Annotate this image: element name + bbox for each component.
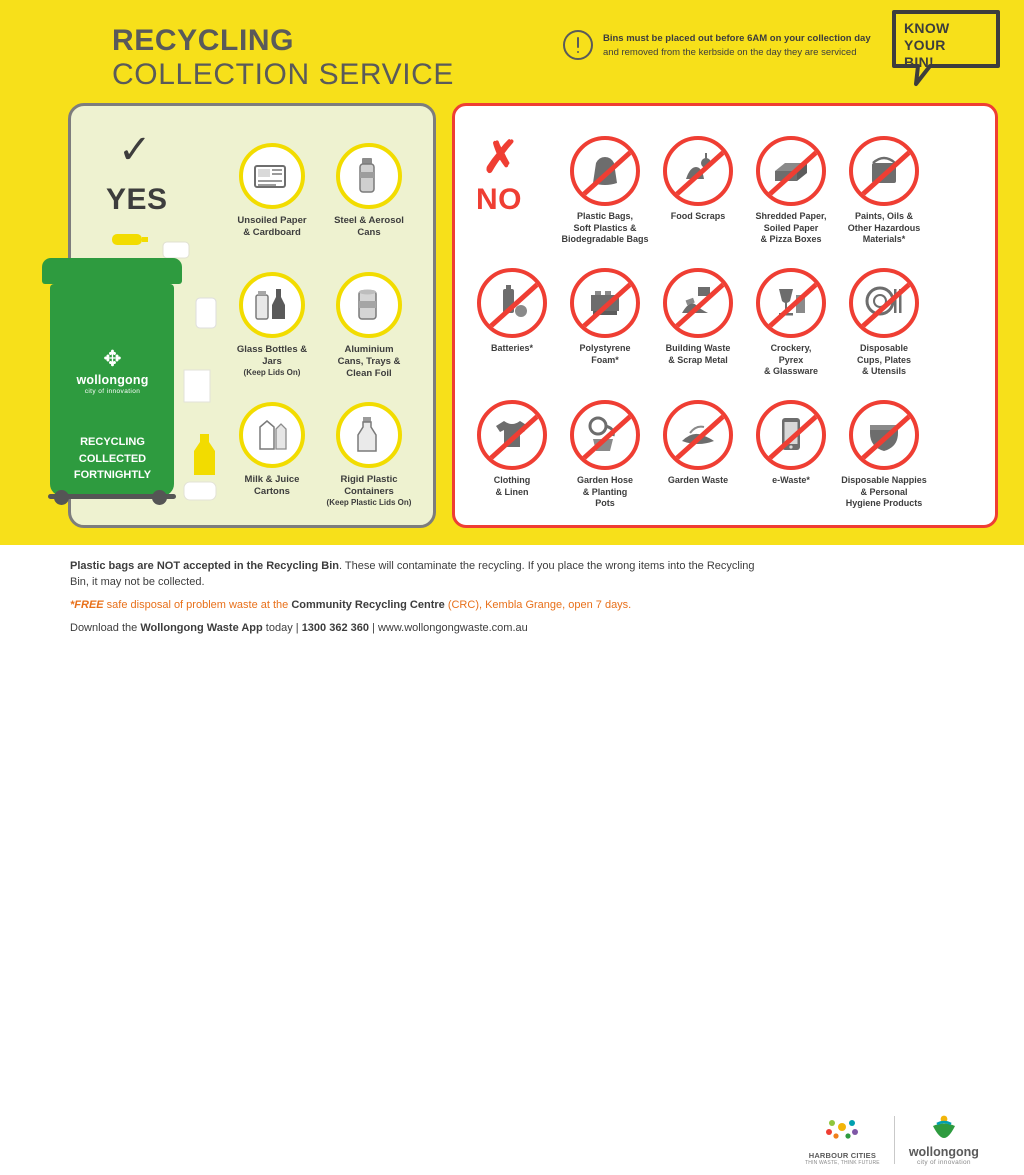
footer-line-3 xyxy=(70,621,770,637)
no-item-10-label: Garden Hose & Planting Pots xyxy=(576,475,634,509)
harbour-cities-tagline: THIN WASTE, THINK FUTURE xyxy=(805,1160,880,1166)
wollongong-mark-icon: ✥ xyxy=(103,346,122,371)
cross-icon: ✗ xyxy=(482,133,519,182)
paint-tin-icon xyxy=(849,136,919,206)
badge-line-3: BIN! xyxy=(904,54,934,70)
footer-line-1-bold: Plastic bags are NOT accepted in the Recycling Bin xyxy=(70,560,339,572)
yes-item-3-label: Aluminium Cans, Trays & Clean Foil xyxy=(337,344,401,379)
footer-line-2 xyxy=(70,598,770,614)
pizza-box-icon xyxy=(756,136,826,206)
know-your-bin-badge xyxy=(890,8,1002,88)
wollongong-logo xyxy=(909,1114,979,1166)
harbour-cities-logo xyxy=(805,1114,880,1166)
wollongong-name: wollongong xyxy=(908,1145,979,1159)
no-item-9 xyxy=(462,400,562,498)
garden-hose-icon xyxy=(570,400,640,470)
wollongong-tagline: city of innovation xyxy=(916,1159,971,1166)
footer-app-name: Wollongong Waste App xyxy=(140,621,263,634)
footer-line-1 xyxy=(70,559,770,591)
footer-website-url[interactable]: | www.wollongongwaste.com.au xyxy=(368,621,528,634)
no-item-8 xyxy=(834,268,934,378)
mobile-phone-icon xyxy=(756,400,826,470)
yes-item-5-sub: (Keep Plastic Lids On) xyxy=(326,497,412,507)
disposable-plate-icon xyxy=(849,268,919,338)
footer-line-3-a: Download the xyxy=(70,621,141,634)
nappy-icon xyxy=(849,400,919,470)
no-item-6-label: Building Waste & Scrap Metal xyxy=(665,343,731,365)
exclamation-icon xyxy=(563,30,593,60)
no-item-5-label: Polystyrene Foam* xyxy=(579,343,631,365)
notice-bold-text: Bins must be placed out before 6AM on your collection day xyxy=(603,33,871,44)
footer-line-1-rest: . These will contaminate the recycling. If you place the wrong items into the Recycling Bin, it may not be collected. xyxy=(70,560,755,588)
no-item-1-label: Food Scraps xyxy=(670,211,726,221)
no-item-4-label: Batteries* xyxy=(490,343,534,353)
footer-crc-label: Community Recycling Centre xyxy=(291,598,445,611)
yes-item-1-label: Steel & Aerosol Cans xyxy=(334,215,404,238)
no-item-7-label: Crockery, Pyrex & Glassware xyxy=(763,343,819,377)
logo-divider xyxy=(894,1116,895,1164)
no-item-11 xyxy=(648,400,748,487)
battery-icon xyxy=(477,268,547,338)
yes-item-0-label: Unsoiled Paper & Cardboard xyxy=(237,215,307,238)
footer-line-2-b: (CRC), Kembla Grange, open 7 days. xyxy=(444,598,632,611)
no-item-3-label: Paints, Oils & Other Hazardous Materials* xyxy=(847,211,921,245)
bin-brand-tagline: city of innovation xyxy=(84,388,141,395)
footer-line-3-b: today | xyxy=(262,621,302,634)
footer-line-2-a: safe disposal of problem waste at the xyxy=(103,598,292,611)
title-line-2: COLLECTION SERVICE xyxy=(112,57,455,91)
no-item-10 xyxy=(555,400,655,510)
bin-brand-name: wollongong xyxy=(76,373,149,387)
harbour-cities-mark-icon xyxy=(820,1114,864,1146)
yes-item-4-label: Milk & Juice Cartons xyxy=(244,474,300,497)
plastic-bag-icon xyxy=(570,136,640,206)
wine-glass-icon xyxy=(756,268,826,338)
footer-free-label: *FREE xyxy=(70,598,104,611)
no-item-13 xyxy=(834,400,934,510)
yes-item-2-sub: (Keep Lids On) xyxy=(243,367,301,377)
no-item-4 xyxy=(462,268,562,355)
no-item-12-label: e-Waste* xyxy=(772,475,810,485)
yes-item-5-label: Rigid Plastic Containers xyxy=(340,474,398,497)
no-heading: NO xyxy=(476,183,522,216)
yes-item-2-label: Glass Bottles & Jars xyxy=(236,344,308,367)
no-item-0 xyxy=(555,136,655,246)
check-icon: ✓ xyxy=(118,128,152,172)
harbour-cities-name: HARBOUR CITIES xyxy=(808,1151,877,1160)
no-item-12 xyxy=(741,400,841,487)
notice-block xyxy=(563,30,883,60)
garden-waste-icon xyxy=(663,400,733,470)
bin-service-text xyxy=(40,434,185,484)
bin-text-line-2: COLLECTED xyxy=(78,452,147,465)
no-item-13-label: Disposable Nappies & Personal Hygiene Products xyxy=(841,475,927,509)
no-item-6 xyxy=(648,268,748,366)
no-item-2 xyxy=(741,136,841,246)
no-item-11-label: Garden Waste xyxy=(667,475,729,485)
no-item-2-label: Shredded Paper, Soiled Paper & Pizza Boxes xyxy=(755,211,827,245)
footer-logos xyxy=(805,1105,1005,1175)
no-item-8-label: Disposable Cups, Plates & Utensils xyxy=(856,343,912,377)
footer-text xyxy=(70,559,770,644)
no-item-3 xyxy=(834,136,934,246)
polystyrene-foam-icon xyxy=(570,268,640,338)
no-item-5 xyxy=(555,268,655,366)
notice-rest-text: and removed from the kerbside on the day they are serviced xyxy=(603,46,857,58)
wollongong-mark-icon xyxy=(926,1114,962,1140)
bin-wheel-right xyxy=(152,490,167,505)
no-item-1 xyxy=(648,136,748,223)
badge-line-2: YOUR xyxy=(904,37,946,53)
bin-text-line-3: FORTNIGHTLY xyxy=(73,469,152,481)
title-line-1: RECYCLING xyxy=(112,24,295,57)
food-scraps-icon xyxy=(663,136,733,206)
footer xyxy=(0,545,1024,1166)
no-item-7 xyxy=(741,268,841,378)
footer-phone-number[interactable]: 1300 362 360 xyxy=(301,621,369,634)
building-waste-icon xyxy=(663,268,733,338)
no-item-9-label: Clothing & Linen xyxy=(493,475,531,497)
bin-text-line-1: RECYCLING xyxy=(80,436,145,448)
no-item-0-label: Plastic Bags, Soft Plastics & Biodegradable Bags xyxy=(561,211,649,245)
badge-line-1: KNOW xyxy=(904,20,950,36)
notice-text xyxy=(603,30,883,60)
t-shirt-icon xyxy=(477,400,547,470)
yes-heading: YES xyxy=(106,183,168,216)
bin-wheel-left xyxy=(54,490,69,505)
